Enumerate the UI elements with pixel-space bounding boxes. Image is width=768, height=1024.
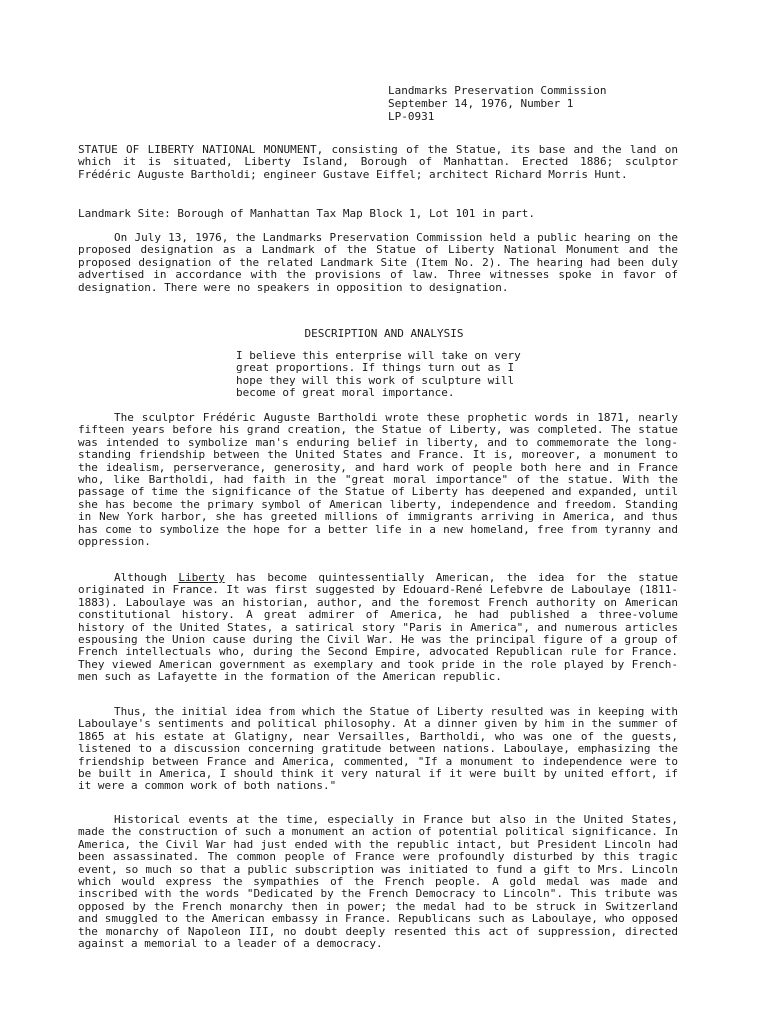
header-commission: Landmarks Preservation Commission — [388, 84, 607, 97]
quote-line: I believe this enterprise will take on very — [236, 349, 521, 362]
paragraph-3-block — [78, 706, 678, 793]
paragraph-2-start: Although — [114, 571, 179, 584]
liberty-underlined: Liberty — [178, 571, 225, 584]
document-header — [388, 84, 607, 123]
intro-paragraph: STATUE OF LIBERTY NATIONAL MONUMENT, consisting of the Statue, its base and the land on which it is situated, Liberty Island, Borough of Manhattan. Erected 1886; sculptor Frédéric Auguste Bartholdi; engineer Gustave Eiffel; architect Richard Morris Hunt. — [78, 143, 678, 181]
landmark-site: Landmark Site: Borough of Manhattan Tax Map Block 1, Lot 101 in part. — [78, 207, 535, 220]
paragraph-2 — [78, 572, 678, 684]
paragraph-4-block — [78, 814, 678, 950]
section-heading: DESCRIPTION AND ANALYSIS — [304, 327, 464, 340]
quote-block — [236, 350, 566, 400]
paragraph-4: Historical events at the time, especially in France but also in the United States, made the construction of such a monument an action of potential political significance. In America, the Civil War had just ended with the republic intact, but President Lincoln had been assassinated. The common people of France were profoundly disturbed by this tragic event, so much so that a public subscription was initiated to fund a gift to Mrs. Lincoln which would express the sympathies of the French people. A gold medal was made and inscribed with the words "Dedicated by the French Democracy to Lincoln". This tribute was opposed by the French monarchy then in power; the medal had to be struck in Switzerland and smuggled to the American embassy in France. Republicans such as Laboulaye, who opposed the monarchy of Napoleon III, no doubt deeply resented this act of suppression, directed against a memorial to a leader of a democracy. — [78, 813, 678, 951]
hearing-block — [78, 232, 678, 294]
header-lp-number: LP-0931 — [388, 110, 435, 123]
quote-line: become of great moral importance. — [236, 386, 455, 400]
quote-line: great proportions. If things turn out as I — [236, 361, 515, 375]
paragraph-3: Thus, the initial idea from which the Statue of Liberty resulted was in keeping with Laboulaye's sentiments and political philosophy. At a dinner given by him in the summer of 1865 at his estate at Glatigny, near Versailles, Bartholdi, who was one of the guests, listened to a discussion concerning gratitude between nations. Laboulaye, emphasizing the friendship between France and America, commented, "If a monument to independence were to be built in America, I should think it very natural if it were built by united effort, if it were a common work of both nations." — [78, 705, 678, 793]
hearing-paragraph: On July 13, 1976, the Landmarks Preservation Commission held a public hearing on the proposed designation as a Landmark of the Statue of Liberty National Monument and the proposed designation of the related Landmark Site (Item No. 2). The hearing had been duly advertised in accordance with the provisions of law. Three witnesses spoke in favor of designation. There were no speakers in opposition to designation. — [78, 231, 678, 294]
paragraph-2-rest: has become quintessentially American, the idea for the statue originated in France. It was first suggested by Edouard-René Lefebvre de Laboulaye (1811-1883). Laboulaye was an historian, author, and the foremost French authority on American constitutional history. A great admirer of America, he had published a three-volume history of the United States, a satirical story "Paris in America", and numerous articles espousing the Union cause during the Civil War. He was the principal figure of a group of French intellectuals who, during the Second Empire, advocated Republican rule for France. They viewed American government as exemplary and took pride in the role played by French-men such as Lafayette in the formation of the American republic. — [78, 571, 678, 684]
intro-block — [78, 144, 678, 181]
paragraph-1: The sculptor Frédéric Auguste Bartholdi wrote these prophetic words in 1871, nearly fifteen years before his grand creation, the Statue of Liberty, was completed. The statue was intended to symbolize man's enduring belief in liberty, and to commemorate the long-standing friendship between the United States and France. It is, moreover, a monument to the idealism, perserverance, generosity, and hard work of people both here and in France who, like Bartholdi, had faith in the "great moral importance" of the statue. With the passage of time the significance of the Statue of Liberty has deepened and expanded, until she has become the primary symbol of American liberty, independence and freedom. Standing in New York harbor, she has greeted millions of immigrants arriving in America, and thus has come to symbolize the hope for a better life in a new homeland, free from tyranny and oppression. — [78, 411, 678, 549]
paragraph-2-block — [78, 572, 678, 684]
header-date: September 14, 1976, Number 1 — [388, 97, 574, 110]
paragraph-1-block — [78, 412, 678, 548]
quote-line: hope they will this work of sculpture will — [236, 373, 515, 387]
